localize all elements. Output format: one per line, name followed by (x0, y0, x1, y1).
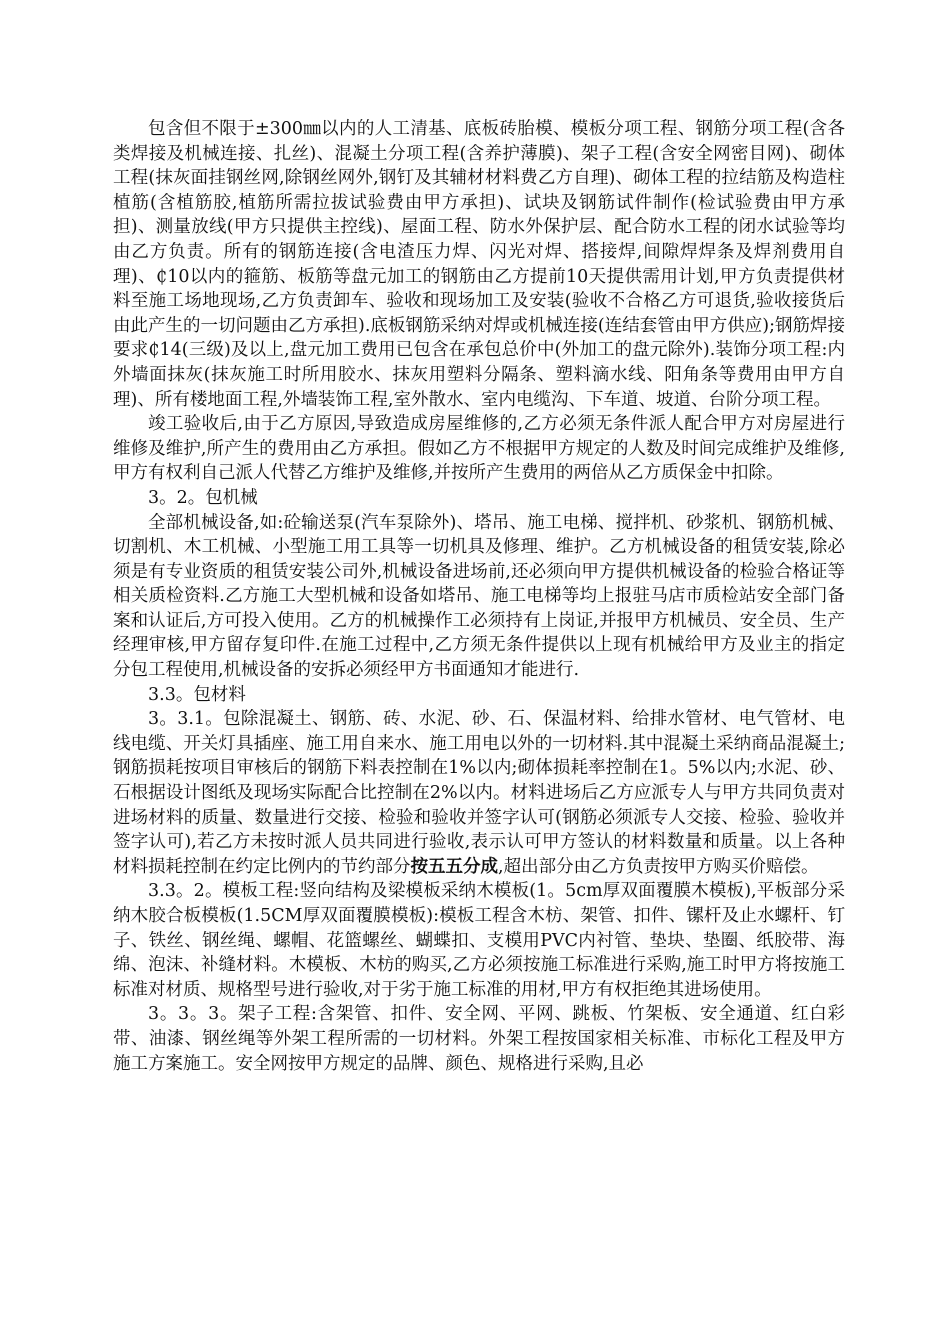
paragraph-machinery-equipment: 全部机械设备,如:砼输送泵(汽车泵除外)、塔吊、施工电梯、搅拌机、砂浆机、钢筋机械、切割机、木工机械、小型施工用工具等一切机具及修理、维护。乙方机械设备的租赁安装,除必须是有专业资质的租赁安装公司外,机械设备进场前,还必须向甲方提供机械设备的检验合格证等相关质检资料.乙方施工大型机械和设备如塔吊、施工电梯等均上报驻马店市质检站安全部门备案和认证后,方可投入使用。乙方的机械操作工必须持有上岗证,并报甲方机械员、安全员、生产经理审核,甲方留存复印件.在施工过程中,乙方须无条件提供以上现有机械给甲方及业主的指定分包工程使用,机械设备的安拆必须经甲方书面通知才能进行. (113, 512, 845, 681)
paragraph-materials-scope (113, 707, 845, 879)
section-heading-materials: 3.3。包材料 (148, 684, 246, 705)
paragraph-formwork: 3.3。2。模板工程:竖向结构及梁模板采纳木模板(1。5cm厚双面覆膜木模板),平板部分采纳木胶合板模板(1.5CM厚双面覆膜模板):模板工程含木枋、架管、扣件、镙杆及止水螺杆、钉子、铁丝、钢丝绳、螺帽、花篮螺丝、蝴蝶扣、支模用PVC内衬管、垫块、垫圈、纸胶带、海绵、泡沫、补缝材料。木模板、木枋的购买,乙方必须按施工标准进行采购,施工时甲方将按施工标准对材质、规格型号进行验收,对于劣于施工标准的用材,甲方有权拒绝其进场使用。 (113, 881, 845, 1000)
materials-text-after: ,超出部分由乙方负责按甲方购买价赔偿。 (498, 856, 819, 877)
materials-text-before: 3。3.1。包除混凝土、钢筋、砖、水泥、砂、石、保温材料、给排水管材、电气管材、电线电缆、开关灯具插座、施工用自来水、施工用电以外的一切材料.其中混凝土采纳商品混凝土;钢筋损耗按项目审核后的钢筋下料表控制在1%以内;砌体损耗率控制在1。5%以内;水泥、砂、石根据设计图纸及现场实际配合比控制在2%以内。材料进场后乙方应派专人与甲方共同负责对进场材料的质量、数量进行交接、检验和验收并签字认可(钢筋必须派专人交接、检验、验收并签字认可),若乙方未按时派人员共同进行验收,表示认可甲方签认的材料数量和质量。以上各种材料损耗控制在约定比例内的节约部分 (113, 709, 845, 877)
paragraph-maintenance-after-acceptance: 竣工验收后,由于乙方原因,导致造成房屋维修的,乙方必须无条件派人配合甲方对房屋进行维修及维护,所产生的费用由乙方承担。假如乙方不根据甲方规定的人数及时间完成维护及维修,甲方有权利自己派人代替乙方维护及维修,并按所产生费用的两倍从乙方质保金中扣除。 (113, 414, 845, 484)
paragraph-scope-of-work: 包含但不限于±300㎜以内的人工清基、底板砖胎模、模板分项工程、钢筋分项工程(含各类焊接及机械连接、扎丝)、混凝土分项工程(含养护薄膜)、架子工程(含安全网密目网)、砌体工程(抹灰面挂钢丝网,除钢丝网外,钢钉及其辅材材料费乙方自理)、砌体工程的拉结筋及构造柱植筋(含植筋胶,植筋所需拉拔试验费由甲方承担)、试块及钢筋试件制作(检试验费由甲方承担)、测量放线(甲方只提供主控线)、屋面工程、防水外保护层、配合防水工程的闭水试验等均由乙方负责。所有的钢筋连接(含电渣压力焊、闪光对焊、搭接焊,间隙焊焊条及焊剂费用自理)、₵10以内的箍筋、板筋等盘元加工的钢筋由乙方提前10天提供需用计划,甲方负责提供材料至施工场地现场,乙方负责卸车、验收和现场加工及安装(验收不合格乙方可退货,验收接货后由此产生的一切问题由乙方承担).底板钢筋采纳对焊或机械连接(连结套管由甲方供应);钢筋焊接要求₵14(三级)及以上,盘元加工费用已包含在承包总价中(外加工的盘元除外).装饰分项工程:内外墙面抹灰(抹灰施工时所用胶水、抹灰用塑料分隔条、塑料滴水线、阳角条等费用由甲方自理)、所有楼地面工程,外墙装饰工程,室外散水、室内电缆沟、下车道、坡道、台阶分项工程。 (113, 119, 845, 410)
section-heading-machinery: 3。2。包机械 (148, 487, 258, 508)
document-body (113, 117, 845, 1076)
materials-bold-split: 按五五分成 (410, 856, 498, 877)
paragraph-scaffolding: 3。3。3。架子工程:含架管、扣件、安全网、平网、跳板、竹架板、安全通道、红白彩带、油漆、钢丝绳等外架工程所需的一切材料。外架工程按国家相关标准、市标化工程及甲方施工方案施工。安全网按甲方规定的品牌、颜色、规格进行采购,且必 (113, 1004, 845, 1074)
